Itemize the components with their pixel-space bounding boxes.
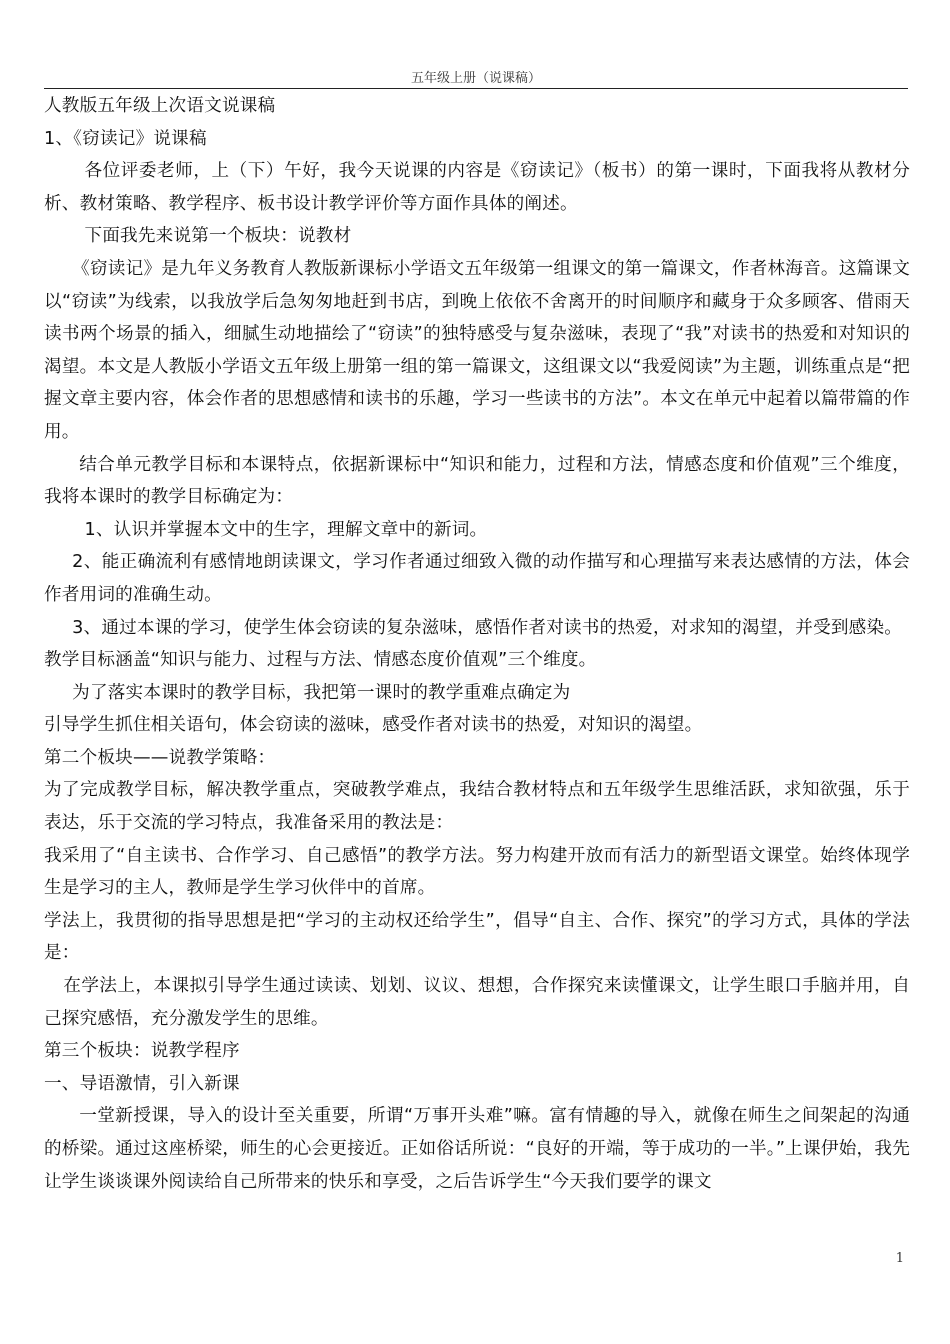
header-divider xyxy=(44,88,908,89)
paragraph: 我采用了“自主读书、合作学习、自己感悟”的教学方法。努力构建开放而有活力的新型语文课堂。始终体现学生是学习的主人，教师是学生学习伙伴中的首席。 xyxy=(44,845,910,899)
running-header: 五年级上册（说课稿） xyxy=(410,71,541,86)
paragraph: 引导学生抓住相关语句，体会窃读的滋味，感受作者对读书的热爱，对知识的渴望。 xyxy=(44,715,703,736)
subsection-heading: 一、导语激情，引入新课 xyxy=(44,1073,240,1094)
paragraph: 在学法上，本课拟引导学生通过读读、划划、议议、想想，合作探究来读懂课文，让学生眼口手脑并用，自己探究感悟，充分激发学生的思维。 xyxy=(44,976,910,1029)
paragraph: 为了完成教学目标，解决教学重点，突破教学难点，我结合教材特点和五年级学生思维活跃，求知欲强，乐于表达，乐于交流的学习特点，我准备采用的教法是： xyxy=(44,780,910,834)
paragraph: 为了落实本课时的教学目标，我把第一课时的教学重难点确定为 xyxy=(72,682,571,703)
page-number: 1 xyxy=(895,1251,904,1266)
paragraph: 下面我先来说第一个板块：说教材 xyxy=(84,226,352,247)
lesson-title: 1、《窃读记》说课稿 xyxy=(44,128,207,149)
list-item: 3、通过本课的学习，使学生体会窃读的复杂滋味，感悟作者对读书的热爱，对求知的渴望，并受到感染。 xyxy=(72,617,903,638)
paragraph: 各位评委老师，上（下）午好，我今天说课的内容是《窃读记》（板书）的第一课时，下面我将从教材分析、教材策略、教学程序、板书设计教学评价等方面作具体的阐述。 xyxy=(44,161,910,214)
document-body xyxy=(44,90,910,1198)
paragraph: 一堂新授课，导入的设计至关重要，所谓“万事开头难”嘛。富有情趣的导入，就像在师生之间架起的沟通的桥梁。通过这座桥梁，师生的心会更接近。正如俗话所说：“良好的开端，等于成功的一半。”上课伊始，我先让学生谈谈课外阅读给自己所带来的快乐和享受，之后告诉学生“今天我们要学的课文 xyxy=(44,1106,910,1192)
paragraph: 学法上，我贯彻的指导思想是把“学习的主动权还给学生”，倡导“自主、合作、探究”的学习方式，具体的学法是： xyxy=(44,910,910,964)
document-title: 人教版五年级上次语文说课稿 xyxy=(44,96,276,116)
paragraph: 结合单元教学目标和本课特点，依据新课标中“知识和能力，过程和方法，情感态度和价值观”三个维度，我将本课时的教学目标确定为： xyxy=(44,454,910,508)
list-item: 2、能正确流利有感情地朗读课文，学习作者通过细致入微的动作描写和心理描写来表达感情的方法，体会作者用词的准确生动。 xyxy=(44,552,910,605)
section-heading: 第三个板块：说教学程序 xyxy=(44,1041,240,1062)
list-item: 1、认识并掌握本文中的生字，理解文章中的新词。 xyxy=(84,519,488,540)
paragraph: 教学目标涵盖“知识与能力、过程与方法、情感态度价值观”三个维度。 xyxy=(44,650,597,671)
paragraph: 《窃读记》是九年义务教育人教版新课标小学语文五年级第一组课文的第一篇课文，作者林海音。这篇课文以“窃读”为线索，以我放学后急匆匆地赶到书店，到晚上依依不舍离开的时间顺序和藏身于众多顾客、借雨天读书两个场景的插入，细腻生动地描绘了“窃读”的独特感受与复杂滋味，表现了“我”对读书的热爱和对知识的渴望。本文是人教版小学语文五年级上册第一组的第一篇课文，这组课文以“我爱阅读”为主题，训练重点是“把握文章主要内容，体会作者的思想感情和读书的乐趣，学习一些读书的方法”。本文在单元中起着以篇带篇的作用。 xyxy=(44,258,910,442)
section-heading: 第二个板块——说教学策略： xyxy=(44,747,276,768)
